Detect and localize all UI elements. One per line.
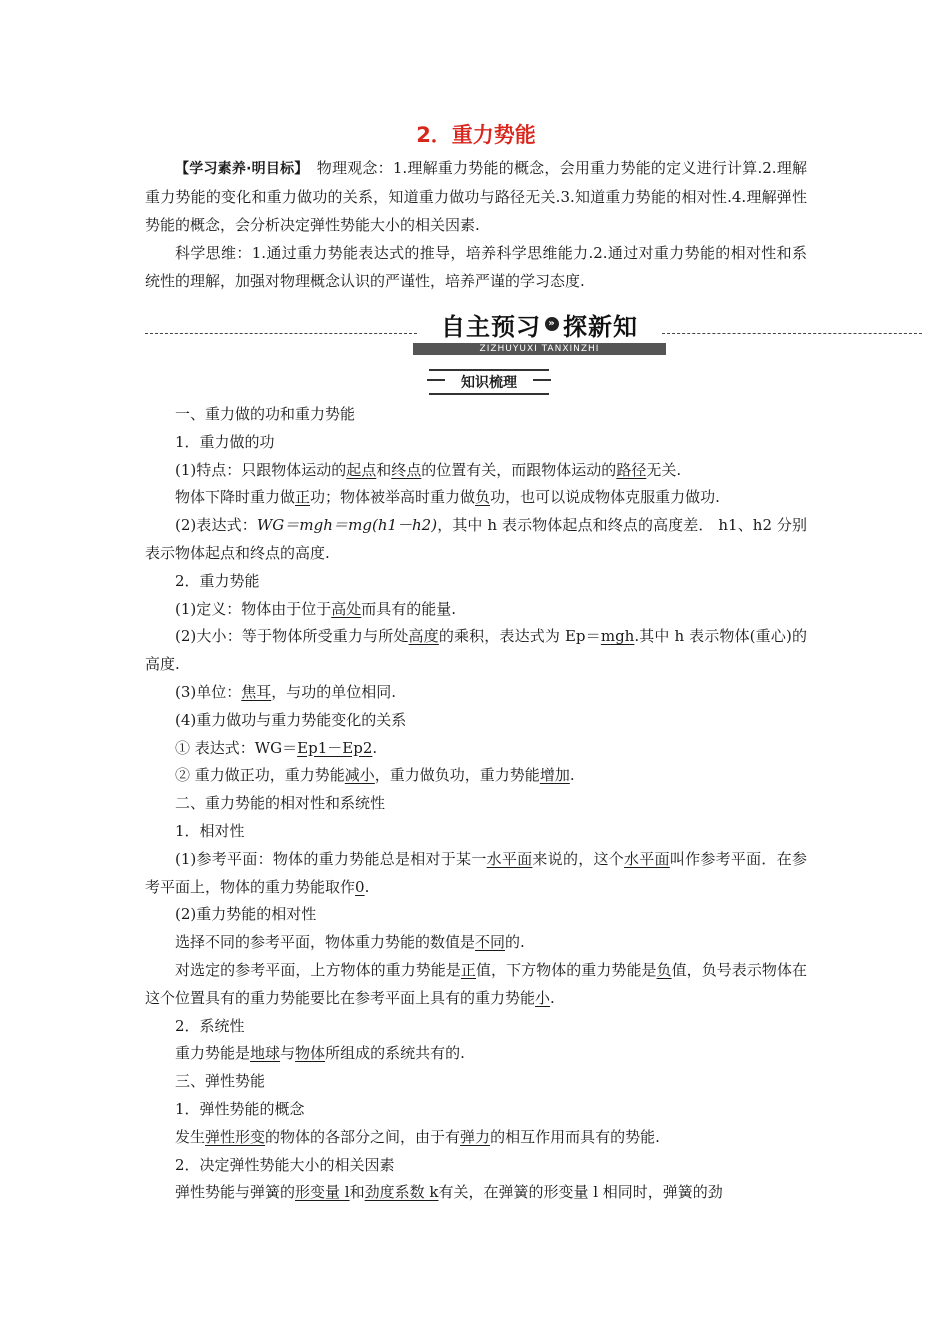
text: ① 表达式：WG＝ — [175, 738, 298, 757]
subheading-2-1: 1．相对性 — [175, 821, 245, 840]
answer-blank: 减小 — [344, 766, 375, 785]
text-1-2a — [145, 596, 807, 624]
intro-lead: 【学习素养·明目标】 — [175, 161, 302, 177]
text: (2)表达式： — [175, 516, 257, 535]
text: 物体下降时重力做 — [175, 488, 296, 507]
text: (2)大小：等于物体所受重力与所处 — [175, 627, 409, 646]
text: 功，也可以说成物体克服重力做功. — [490, 488, 720, 507]
heading-1: 一、重力做的功和重力势能 — [175, 405, 356, 423]
answer-blank: 形变量 l — [295, 1183, 350, 1202]
text: 的位置有关，而跟物体运动的 — [421, 460, 617, 479]
text-1-1a — [145, 457, 807, 485]
text: 和 — [376, 460, 392, 479]
answer-blank: 高处 — [331, 599, 362, 618]
text: ② 重力做正功，重力势能 — [175, 766, 345, 785]
answer-blank: 负 — [475, 488, 491, 507]
page-title: 2．重力势能 — [416, 123, 536, 147]
answer-blank: 路径 — [616, 460, 647, 479]
text: ，其中 h 表示物体起点和终点的高度差． h1、h2 分别表示物体起点和终点的高度. — [145, 516, 808, 562]
document-page — [145, 118, 807, 1207]
intro-paragraph-1 — [145, 154, 807, 239]
intro-text-1: 物理观念：1.理解重力势能的概念，会用重力势能的定义进行计算.2.理解重力势能的变化和重力做功的关系，知道重力做功与路径无关.3.知道重力势能的相对性.4.理解弹性势能的概念，会分析决定弹性势能大小的相关因素. — [145, 159, 807, 234]
text: 有关，在弹簧的形变量 l 相同时，弹簧的劲 — [438, 1183, 723, 1202]
text-1-2c — [145, 679, 807, 707]
answer-blank: 终点 — [391, 460, 422, 479]
text-1-1c — [145, 512, 807, 568]
intro-paragraph-2: 科学思维：1.通过重力势能表达式的推导，培养科学思维能力.2.通过对重力势能的相对性和系统性的理解，加强对物理概念认识的严谨性，培养严谨的学习态度. — [145, 244, 807, 290]
answer-blank: 起点 — [346, 460, 377, 479]
answer-blank: 物体 — [295, 1044, 326, 1063]
text: (1)特点：只跟物体运动的 — [175, 460, 347, 479]
knowledge-section-tag — [145, 365, 807, 397]
text-2-1a — [145, 846, 807, 902]
text: 无关. — [646, 460, 682, 479]
subheading-3-2: 2．决定弹性势能大小的相关因素 — [175, 1155, 395, 1174]
text-2-1d — [145, 957, 807, 1013]
text: 重力势能是 — [175, 1044, 251, 1063]
text: 来说的，这个 — [532, 849, 625, 868]
arrow-icon: » — [545, 317, 559, 331]
subheading-3-1: 1．弹性势能的概念 — [175, 1099, 305, 1118]
answer-blank: 小 — [535, 988, 551, 1007]
banner-dash-left — [145, 333, 417, 334]
answer-blank: 地球 — [250, 1044, 281, 1063]
banner-left-text: 自主预习 — [441, 312, 541, 341]
text: 弹性势能与弹簧的 — [175, 1183, 296, 1202]
section-banner — [145, 303, 807, 359]
text: 与 — [280, 1044, 296, 1063]
answer-blank: 高度 — [408, 627, 439, 646]
answer-blank: 水平面 — [624, 849, 670, 868]
text-1-2d: (4)重力做功与重力势能变化的关系 — [175, 710, 407, 729]
text: 的物体的各部分之间，由于有 — [265, 1127, 461, 1146]
answer-blank: 增加 — [539, 766, 570, 785]
text: 而具有的能量. — [361, 599, 457, 618]
text: 值，下方物体的重力势能是 — [475, 960, 657, 979]
banner-dash-right — [662, 333, 922, 334]
text: 的. — [505, 933, 525, 952]
text: ，重力做负功，重力势能 — [374, 766, 540, 785]
text: 和 — [349, 1183, 365, 1202]
answer-blank: 不同 — [475, 933, 506, 952]
banner-right-text: 探新知 — [563, 312, 638, 341]
text-1-2e — [145, 735, 807, 763]
text: .其中 h 表示物体(重心)的高度. — [145, 627, 807, 674]
text-1-1b — [145, 484, 807, 512]
answer-blank: 焦耳 — [241, 682, 272, 701]
text-1-2b — [145, 623, 807, 679]
text-2-1c — [145, 929, 807, 957]
text-1-2f — [145, 762, 807, 790]
text-3-2a — [145, 1179, 807, 1207]
formula: WG＝mgh＝mg(h1－h2) — [256, 516, 438, 535]
text: 功；物体被举高时重力做 — [310, 488, 476, 507]
answer-blank: 正 — [295, 488, 311, 507]
text: . — [550, 988, 555, 1007]
text: 对选定的参考平面，上方物体的重力势能是 — [175, 960, 461, 979]
answer-blank: 0 — [355, 877, 365, 896]
section-tag-label: 知识梳理 — [429, 369, 549, 395]
text: 选择不同的参考平面，物体重力势能的数值是 — [175, 933, 476, 952]
text-2-2a — [145, 1040, 807, 1068]
subheading-1-2: 2．重力势能 — [175, 571, 260, 590]
text: . — [372, 738, 378, 757]
heading-3: 三、弹性势能 — [175, 1072, 266, 1091]
answer-blank: Ep1－Ep2 — [297, 738, 373, 757]
answer-blank: 水平面 — [486, 849, 533, 868]
text: 的乘积，表达式为 Ep＝ — [438, 627, 601, 646]
answer-blank: 弹力 — [460, 1127, 491, 1146]
text: (1)定义：物体由于位于 — [175, 599, 332, 618]
banner-subtitle: ZIZHUYUXI TANXINZHI — [413, 343, 666, 355]
text: 的相互作用而具有的势能. — [490, 1127, 660, 1146]
text: 所组成的系统共有的. — [325, 1044, 465, 1063]
text: ，与功的单位相同. — [271, 682, 397, 701]
heading-2: 二、重力势能的相对性和系统性 — [175, 794, 386, 813]
answer-blank: 正 — [460, 960, 476, 979]
subheading-1-1: 1．重力做的功 — [175, 432, 275, 451]
answer-blank: 负 — [656, 960, 672, 979]
text: 叫作参考平面．在参考平面上，物体的重力势能取作 — [145, 849, 807, 896]
subheading-2-2: 2．系统性 — [175, 1016, 245, 1035]
answer-blank: 弹性形变 — [205, 1127, 266, 1146]
text: 值，负号表示物体在这个位置具有的重力势能要比在参考平面上具有的重力势能 — [145, 960, 807, 1007]
answer-blank: 劲度系数 k — [364, 1183, 439, 1202]
text-2-1b: (2)重力势能的相对性 — [175, 905, 317, 924]
text: . — [364, 877, 370, 896]
banner-title — [417, 309, 662, 339]
text-3-1a — [145, 1124, 807, 1152]
text: 发生 — [175, 1127, 206, 1146]
text: . — [569, 766, 575, 785]
text: (3)单位： — [175, 682, 242, 701]
text: (1)参考平面：物体的重力势能总是相对于某一 — [175, 849, 487, 868]
answer-blank: mgh — [600, 627, 635, 646]
